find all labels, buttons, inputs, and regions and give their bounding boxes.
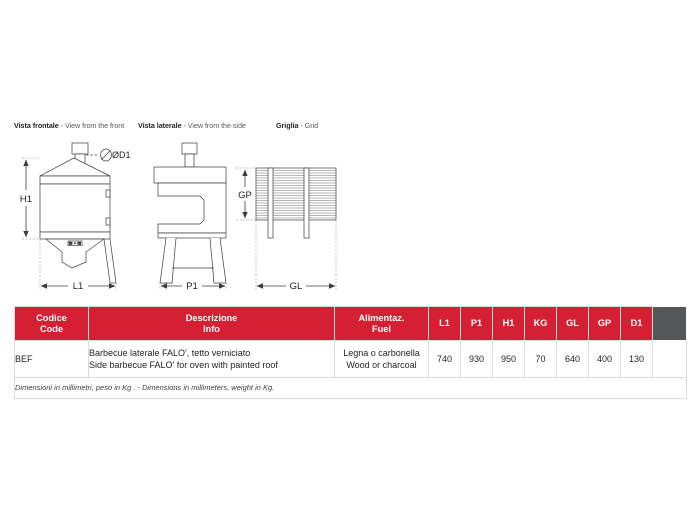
specification-table — [14, 306, 687, 399]
table-header-row — [15, 307, 687, 341]
header-fuel — [335, 307, 429, 341]
dim-label-h1: H1 — [19, 194, 33, 205]
cell-kg: 70 — [525, 341, 557, 378]
header-code-en: Code — [40, 323, 63, 334]
header-kg: KG — [525, 307, 557, 341]
header-p1: P1 — [461, 307, 493, 341]
header-h1: H1 — [493, 307, 525, 341]
dim-label-gp: GP — [238, 190, 252, 201]
header-code — [15, 307, 89, 341]
grid-view-caption-sep: - — [298, 121, 305, 130]
side-view-drawing — [154, 143, 226, 292]
cell-description-en: Side barbecue FALO' for oven with painted roof — [89, 360, 278, 370]
cell-blank — [653, 341, 687, 378]
cell-fuel-it: Legna o carbonella — [343, 348, 420, 358]
header-description — [89, 307, 335, 341]
table-note-row — [15, 378, 687, 399]
dim-label-p1: P1 — [186, 281, 198, 292]
header-fuel-en: Fuel — [372, 323, 391, 334]
side-view-caption-en: View from the side — [187, 121, 246, 130]
header-blank — [653, 307, 687, 341]
side-view-caption-it: Vista laterale — [138, 121, 182, 130]
dim-label-gl: GL — [289, 281, 303, 292]
cell-fuel — [335, 341, 429, 378]
dim-label-d1: ØD1 — [112, 150, 131, 160]
cell-d1: 130 — [621, 341, 653, 378]
header-description-it: Descrizione — [185, 312, 238, 323]
table-row — [15, 341, 687, 378]
header-gp: GP — [589, 307, 621, 341]
grid-view-drawing — [236, 168, 336, 292]
header-code-it: Codice — [36, 312, 67, 323]
table-note: Dimensioni in millimetri, peso in Kg . - Dimensions in millimeters, weight in Kg. — [15, 378, 687, 399]
header-fuel-it: Alimentaz. — [358, 312, 405, 323]
side-view-caption-sep: - — [181, 121, 188, 130]
grid-view-caption-en: Grid — [304, 121, 319, 130]
front-view-drawing — [18, 143, 116, 292]
dim-label-l1: L1 — [72, 281, 84, 292]
cell-gp: 400 — [589, 341, 621, 378]
cell-code: BEF — [15, 341, 89, 378]
cell-h1: 950 — [493, 341, 525, 378]
header-l1: L1 — [429, 307, 461, 341]
cell-description — [89, 341, 335, 378]
cell-gl: 640 — [557, 341, 589, 378]
front-view-caption-en: View from the front — [64, 121, 125, 130]
header-d1: D1 — [621, 307, 653, 341]
cell-description-it: Barbecue laterale FALO', tetto verniciato — [89, 348, 251, 358]
grid-view-caption-it: Griglia — [276, 121, 299, 130]
header-gl: GL — [557, 307, 589, 341]
front-view-caption-it: Vista frontale — [14, 121, 59, 130]
specification-table-container — [14, 306, 686, 399]
cell-fuel-en: Wood or charcoal — [346, 360, 417, 370]
front-view-caption-sep: - — [58, 121, 65, 130]
cell-p1: 930 — [461, 341, 493, 378]
header-description-en: Info — [203, 323, 220, 334]
cell-l1: 740 — [429, 341, 461, 378]
